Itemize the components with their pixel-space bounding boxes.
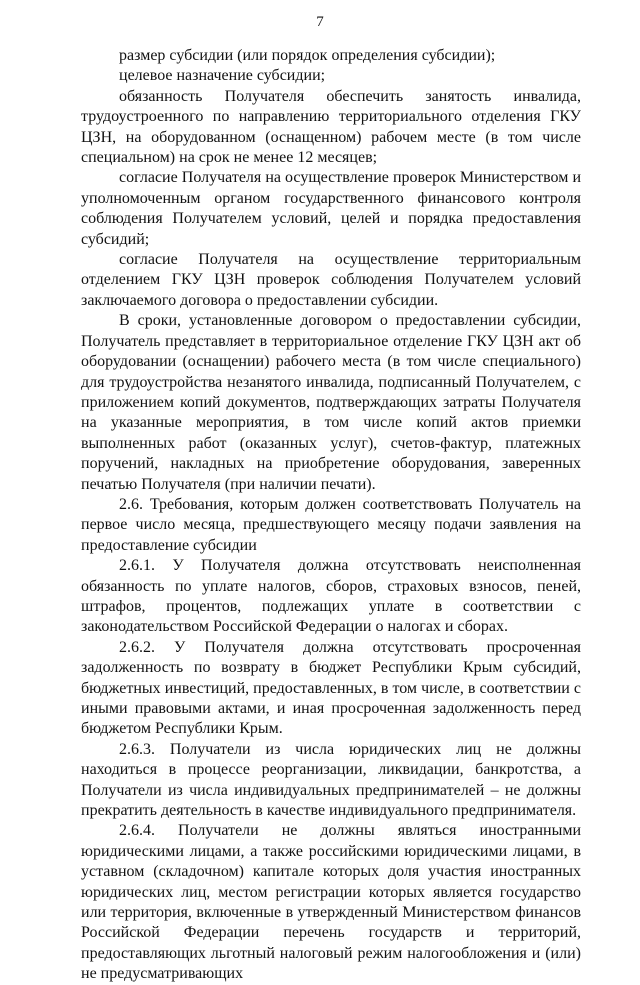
paragraph-consent-ministry-checks: согласие Получателя на осуществление проверок Министерством и уполномоченным органом государственного финансового контроля соблюдения Получателем условий, целей и порядка предоставления субсидий; [81, 169, 581, 248]
page-number: 7 [316, 14, 324, 30]
paragraph-subsidy-purpose: целевое назначение субсидии; [119, 67, 326, 85]
paragraph-section-2-6-4: 2.6.4. Получатели не должны являться иностранными юридическими лицами, а также российскими юридическими лицами, в уставном (складочном) капитале которых доля участия иностранных юридических лиц, местом регистрации которых является государство или территория, включенные в утвержденный Министерством финансов Российской Федерации перечень государств и территорий, предоставляющих льготный налоговый режим налогообложения и (или) не предусматривающих [81, 822, 581, 983]
paragraph-section-2-6-1: 2.6.1. У Получателя должна отсутствовать неисполненная обязанность по уплате налогов, сборов, страховых взносов, пеней, штрафов, процентов, подлежащих уплате в соответствии с законодательством Российской Федерации о налогах и сборах. [81, 557, 581, 636]
paragraph-subsidy-size: размер субсидии (или порядок определения субсидии); [119, 47, 496, 64]
paragraph-section-2-6: 2.6. Требования, которым должен соответствовать Получатель на первое число месяца, предшествующего месяцу подачи заявления на предоставление субсидии [81, 495, 581, 554]
paragraph-employment-obligation: обязанность Получателя обеспечить занятость инвалида, трудоустроенного по направлению территориального отделения ГКУ ЦЗН, на оборудованном (оснащенном) рабочем месте (в том числе специальном) на срок не менее 12 месяцев; [81, 87, 581, 167]
document-body [81, 46, 581, 985]
paragraph-section-2-6-3: 2.6.3. Получатели из числа юридических лиц не должны находиться в процессе реорганизации, ликвидации, банкротства, а Получатели из числа индивидуальных предпринимателей – не должны прекратить деятельность в качестве индивидуального предпринимателя. [81, 740, 581, 820]
paragraph-section-2-6-2: 2.6.2. У Получателя должна отсутствовать просроченная задолженность по возврату в бюджет Республики Крым субсидий, бюджетных инвестиций, предоставленных, в том числе, в соответствии с иными правовыми актами, и иная просроченная задолженность перед бюджетом Республики Крым. [81, 638, 581, 738]
paragraph-workplace-act: В сроки, установленные договором о предоставлении субсидии, Получатель представляет в территориальное отделение ГКУ ЦЗН акт об оборудовании (оснащении) рабочего места (в том числе специального) для трудоустройства незанятого инвалида, подписанный Получателем, с приложением копий документов, подтверждающих затраты Получателя на указанные мероприятия, в том числе копий актов приемки выполненных работ (оказанных услуг), счетов-фактур, платежных поручений, накладных на приобретение оборудования, заверенных печатью Получателя (при наличии печати). [81, 312, 581, 493]
paragraph-consent-czn-checks: согласие Получателя на осуществление территориальным отделением ГКУ ЦЗН проверок соблюдения Получателем условий заключаемого договора о предоставлении субсидии. [81, 251, 581, 309]
